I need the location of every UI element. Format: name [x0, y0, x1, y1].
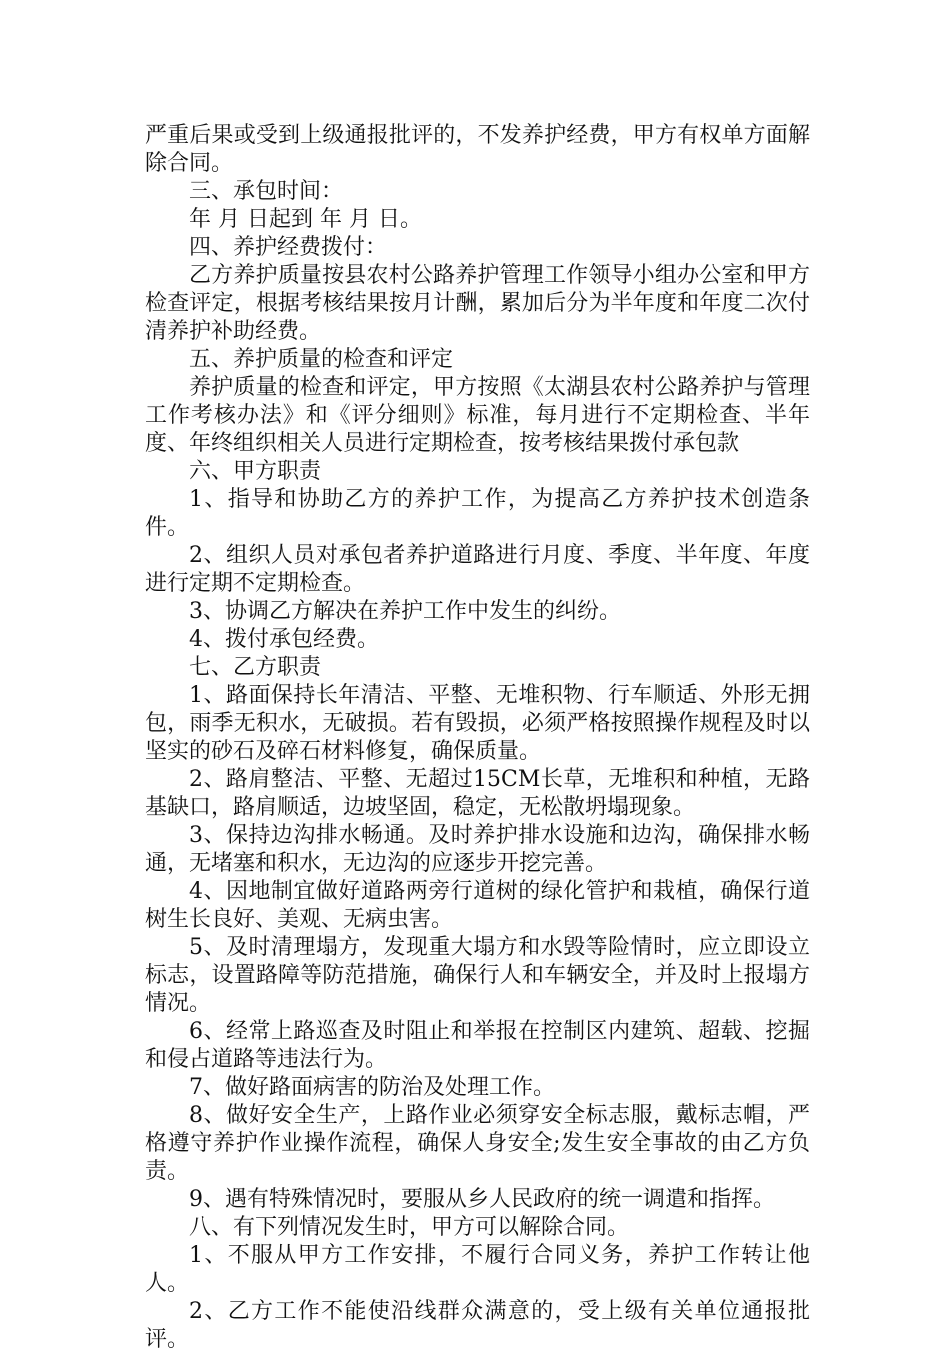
list-item: 4、因地制宜做好道路两旁行道树的绿化管护和栽植，确保行道树生长良好、美观、无病虫害。 [145, 879, 810, 932]
list-item: 1、指导和协助乙方的养护工作，为提高乙方养护技术创造条件。 [145, 487, 810, 540]
contract-period-line: 年 月 日起到 年 月 日。 [189, 207, 422, 232]
document-body [145, 122, 810, 1354]
list-item: 3、协调乙方解决在养护工作中发生的纠纷。 [189, 599, 621, 624]
section-heading-4: 四、养护经费拨付： [189, 235, 388, 260]
list-item: 1、不服从甲方工作安排，不履行合同义务，养护工作转让他人。 [145, 1243, 810, 1296]
paragraph: 乙方养护质量按县农村公路养护管理工作领导小组办公室和甲方检查评定，根据考核结果按月计酬，累加后分为半年度和年度二次付清养护补助经费。 [145, 263, 810, 344]
list-item: 8、做好安全生产，上路作业必须穿安全标志服，戴标志帽，严格遵守养护作业操作流程，确保人身安全;发生安全事故的由乙方负责。 [145, 1103, 810, 1184]
list-item: 2、路肩整洁、平整、无超过15CM长草，无堆积和种植，无路基缺口，路肩顺适，边坡坚固，稳定，无松散坍塌现象。 [145, 767, 810, 820]
list-item: 2、组织人员对承包者养护道路进行月度、季度、半年度、年度进行定期不定期检查。 [145, 543, 810, 596]
list-item: 4、拨付承包经费。 [189, 627, 379, 652]
list-item: 1、路面保持长年清洁、平整、无堆积物、行车顺适、外形无拥包，雨季无积水，无破损。若有毁损，必须严格按照操作规程及时以坚实的砂石及碎石材料修复，确保质量。 [145, 683, 810, 764]
paragraph-continuation: 严重后果或受到上级通报批评的，不发养护经费，甲方有权单方面解除合同。 [145, 123, 810, 176]
list-item: 7、做好路面病害的防治及处理工作。 [189, 1075, 555, 1100]
list-item: 9、遇有特殊情况时，要服从乡人民政府的统一调遣和指挥。 [189, 1187, 775, 1212]
list-item: 6、经常上路巡查及时阻止和举报在控制区内建筑、超载、挖掘和侵占道路等违法行为。 [145, 1019, 810, 1072]
section-heading-8: 八、有下列情况发生时，甲方可以解除合同。 [189, 1215, 630, 1240]
section-heading-7: 七、乙方职责 [189, 655, 322, 680]
list-item: 5、及时清理塌方，发现重大塌方和水毁等险情时，应立即设立标志，设置路障等防范措施，确保行人和车辆安全，并及时上报塌方情况。 [145, 935, 810, 1016]
section-heading-5: 五、养护质量的检查和评定 [189, 347, 454, 372]
section-heading-6: 六、甲方职责 [189, 459, 322, 484]
paragraph: 养护质量的检查和评定，甲方按照《太湖县农村公路养护与管理工作考核办法》和《评分细则》标准，每月进行不定期检查、半年度、年终组织相关人员进行定期检查，按考核结果拨付承包款 [145, 375, 810, 456]
list-item: 2、乙方工作不能使沿线群众满意的，受上级有关单位通报批评。 [145, 1299, 810, 1352]
list-item: 3、保持边沟排水畅通。及时养护排水设施和边沟，确保排水畅通，无堵塞和积水，无边沟的应逐步开挖完善。 [145, 823, 810, 876]
section-heading-3: 三、承包时间： [189, 179, 344, 204]
